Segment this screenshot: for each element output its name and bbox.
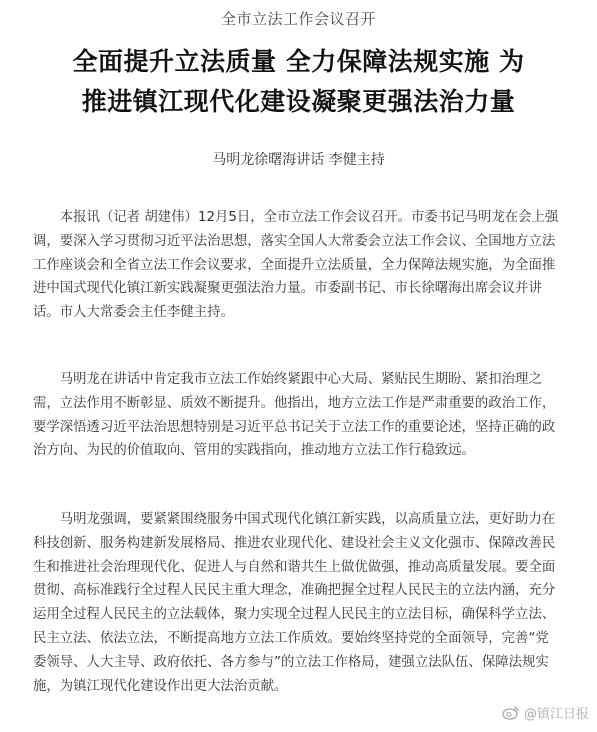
paragraph-line: 需，立法作用不断彰显、质效不断提升。他指出，地方立法工作是严肃重要的政治工作， [33,395,556,411]
paragraph-line: 进中国式现代化镇江新实践凝聚更强法治力量。市委副书记、市长徐曙海出席会议并讲 [33,281,542,297]
weibo-icon [502,705,520,720]
paragraph-line: 运用全过程人民民主的立法载体，聚力实现全过程人民民主的立法目标，确保科学立法、 [33,607,556,623]
watermark-text: @镇江日报 [523,707,589,722]
paragraph-line: 治方向、为民的价值取向、管用的实践指向，推动地方立法工作行稳致远。 [33,443,475,459]
article-byline: 马明龙徐曙海讲话 李健主持 [212,152,385,168]
paragraph-line: 委领导、人大主导、政府依托、各方参与”的立法工作格局，建强立法队伍、保障法规实 [33,654,549,670]
article-paragraph [33,368,573,463]
article-kicker: 全市立法工作会议召开 [220,10,376,28]
headline-line: 全面提升立法质量 全力保障法规实施 为 [72,47,525,76]
article-paragraph [33,206,573,325]
paragraph-line: 民主立法、依法立法，不断提高地方立法工作质效。要始终坚持党的全面领导，完善“党 [33,630,549,646]
article-headline [10,42,587,122]
paragraph-line: 工作座谈会和全省立法工作会议要求，全面提升立法质量，全力保障法规实施，为全面推 [33,257,556,273]
paragraph-line: 话。市人大常委会主任李健主持。 [33,305,234,321]
weibo-watermark [502,703,589,722]
paragraph-line: 本报讯（记者 胡建伟）12月5日，全市立法工作会议召开。市委书记马明龙在会上强 [33,210,559,225]
paragraph-line: 施，为镇江现代化建设作出更大法治贡献。 [33,678,288,694]
article-paragraph [33,508,573,698]
paragraph-line: 马明龙强调，要紧紧围绕服务中国式现代化镇江新实践，以高质量立法，更好助力在 [33,512,556,527]
headline-line: 推进镇江现代化建设凝聚更强法治力量 [81,87,516,116]
paragraph-line: 贯彻、高标准践行全过程人民民主重大理念，准确把握全过程人民民主的立法内涵，充分 [33,583,556,599]
paragraph-line: 马明龙在讲话中肯定我市立法工作始终紧跟中心大局、紧贴民生期盼、紧扣治理之 [33,372,542,387]
paragraph-line: 科技创新、服务构建新发展格局、推进农业现代化、建设社会主义文化强市、保障改善民 [33,535,556,551]
paragraph-line: 调，要深入学习贯彻习近平法治思想，落实全国人大常委会立法工作会议、全国地方立法 [33,233,556,249]
paragraph-line: 要学深悟透习近平法治思想特别是习近平总书记关于立法工作的重要论述，坚持正确的政 [33,419,556,435]
paragraph-line: 生和推进社会治理现代化、促进人与自然和谐共生上做优做强，推动高质量发展。要全面 [33,559,556,575]
